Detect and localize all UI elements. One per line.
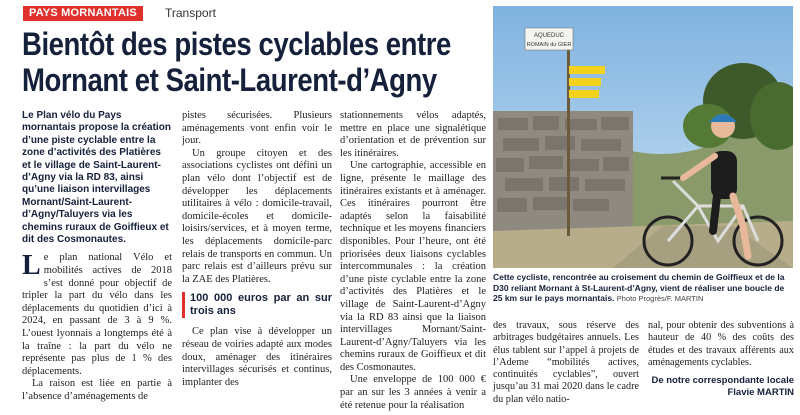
signature-line-2: Flavie MARTIN [727,387,794,399]
headline [22,26,451,98]
paragraph: Un groupe citoyen et des associations cyclistes ont défini un plan vélo dont l’objectif est de développer les déplacements utilitaires à vélo : domicile-travail, domicile-écoles et domicile-loisirs/services, et à moyen terme, les déplacements domicile-parc relais de transports en commun. Un parc relais est d’ailleurs prévu sur la ZAE des Platières. [182,147,332,285]
column-1 [22,110,172,404]
column-5 [648,320,794,399]
photo-caption [493,272,793,305]
photo-credit: Photo Progrès/F. MARTIN [616,294,704,303]
paragraph: La raison est liée en partie à l’absence d’aménagements de [22,378,172,402]
signature [648,375,794,399]
section-tag: PAYS MORNANTAIS [23,6,143,21]
paragraph: Une cartographie, accessible en ligne, présente le maillage des itinéraires existants et à aménager. Ces itinéraires pourront être adaptés selon la faisabilité technique et les moyens financiers disponibles. Pour l’heure, ont été priorisées deux liaisons cyclables intercommunales : la création d’une piste cyclable entre la zone d’activités des Platières et le village de Saint-Laurent-d’Agny via la RD 83 ainsi que la liaison intervillages Mornant/Saint-Laurent-d’Agny/Taluyers via les chemins ruraux de Goiffieux et dit des Cosmonautes. [340,160,486,373]
paragraph: des travaux, sous réserve des arbitrages budgétaires annuels. Les élus tablent sur l’appel à projets de l’Ademe “mobilités actives, continuités cyclables”, ouvert jusqu’au 31 mai 2020 dans le cadre du plan vélo natio- [493,320,639,405]
headline-line-1: Bientôt des pistes cyclables entre [22,26,451,62]
paragraph: Une enveloppe de 100 000 € par an sur les 3 années à venir a été retenue pour la réalisation [340,374,486,411]
drop-cap: L [22,250,41,282]
column-2 [182,110,332,389]
paragraph: Ce plan vise à développer un réseau de voiries adapté aux modes doux, aménager des itinéraires intervillages sécurisés et continus, implanter des [182,326,332,388]
sign-text-2: ROMAIN du GIER [526,42,572,48]
cyclist-photo [493,6,793,268]
column-4 [493,320,639,406]
headline-line-2: Mornant et Saint-Laurent-d’Agny [22,62,437,98]
paragraph: nal, pour obtenir des subventions à hauteur de 40 % des coûts des études et des travaux afférents aux aménagements cyclables. [648,320,794,368]
column-3 [340,110,486,412]
rubric-label: Transport [165,6,216,20]
lead-paragraph: Le Plan vélo du Pays mornantais propose la création d’une piste cyclable entre la zone d’activités des Platières et le village de Saint-Laurent-d’Agny via la RD 83, ainsi qu’une liaison intervillages Mornant/Saint-Laurent-d’Agny/Taluyers via les chemins ruraux de Goiffieux et dit des Cosmonautes. [22,110,171,246]
paragraph: pistes sécurisées. Plusieurs aménagements vont enfin voir le jour. [182,110,332,147]
photo-illustration [493,6,793,268]
signature-line-1: De notre correspondante locale [651,375,794,387]
paragraph: e plan national Vélo et mobilités actives de 2018 s’est donné pour objectif de tripler la part du vélo dans les déplacements du quotidien d’ici à 2024, en passant de 3 à 9 %. L’ouest lyonnais a longtemps été à la traîne : la part du vélo ne représente pas plus de 1 % des déplacements. [22,252,172,377]
caption-text: Cette cycliste, rencontrée au croisement du chemin de Goiffieux et de la D30 reliant Mornant à St-Laurent-d’Agny, vient de réaliser une boucle de 25 km sur le pays mornantais. [493,272,785,303]
paragraph: stationnements vélos adaptés, mettre en place une signalétique d’orientation et de prévention sur les itinéraires. [340,110,486,159]
intertitle: 100 000 euros par an sur trois ans [182,292,332,318]
sign-text-1: AQUEDUC [533,33,565,39]
